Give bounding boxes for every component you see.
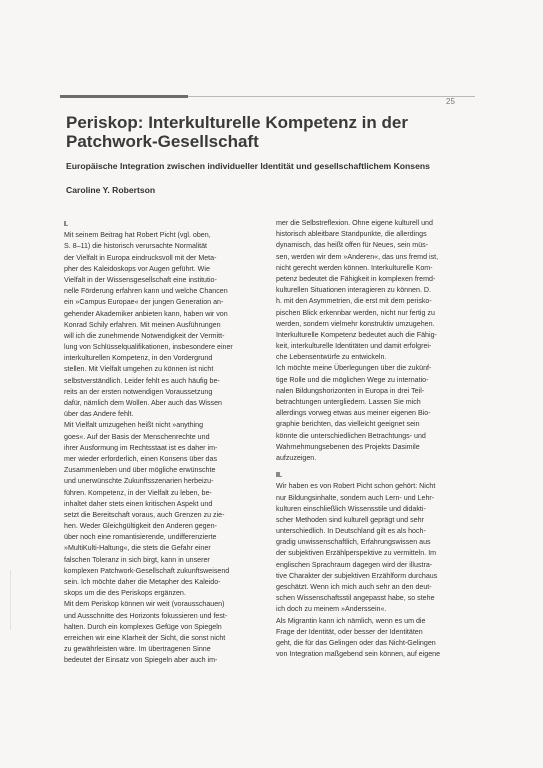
text-line: bedeutet der Einsatz von Spiegeln aber auch im- [64,656,218,665]
text-column-right [276,218,478,660]
text-line: setzt die Bereitschaft voraus, auch Grenzen zu zie- [64,510,225,519]
text-line: dafür, nämlich dem Wollen. Aber auch das Wissen [64,399,222,407]
text-line: aufzuzeigen. [276,453,317,462]
title-line: Periskop: Interkulturelle Kompetenz in der [66,113,408,132]
page-number: 25 [446,97,455,106]
text-line: hen. Weder Gleichgültigkeit den Anderen gegen- [64,522,217,531]
text-line: pischen Blick erkennbar werden, nicht nur fertig zu [276,308,435,317]
article-title [66,113,466,151]
text-line: unterschiedlich. In Deutschland gilt es als hoch- [276,527,426,536]
text-line: ich doch zu meinem »Anderssein«. [276,605,387,614]
section-heading: II. [276,471,282,480]
text-line: interkulturellen Kompetenz, in den Vordergrund [64,354,213,363]
text-line: scher Methoden sind kulturell geprägt und sehr [276,515,424,524]
text-line: che Lebensentwürfe zu entwickeln. [276,353,387,362]
text-line: zu gewährleisten wäre. Im übertragenen Sinne [64,645,211,654]
text-line: der Vielfalt in Europa eindrucksvoll mit der Meta- [64,253,217,262]
text-line: Mit dem Periskop können wir weit (vorausschauen) [64,600,225,609]
text-line: falschen Toleranz in sich birgt, kann in unserer [64,555,210,564]
text-line: nelle Förderung erfahren kann und welche Chancen [64,287,228,296]
text-line: führen. Kompetenz, in der Vielfalt zu leben, be- [64,488,212,497]
author-name: Caroline Y. Robertson [66,185,156,195]
text-line: kulturen einschließlich Wissensstile und didakti- [276,504,426,513]
text-line: über noch eine romantisierende, undifferenzierte [64,533,217,542]
text-line: Wir haben es von Robert Picht schon gehört: Nicht [276,482,436,491]
text-line: Frage der Identität, oder besser der Identitäten [276,627,423,636]
text-line: goes«. Auf der Basis der Menschenrechte und [64,432,210,441]
text-line: pher des Kaleidoskops vor Augen geführt. Wie [64,264,210,273]
text-line: schen Wissenschaftsstil angepasst habe, so stehe [276,594,435,603]
text-line: h. mit den Asymmetrien, die erst mit dem perisko- [276,297,432,306]
text-line: »MultiKulti-Haltung«, die stets die Gefahr einer [64,544,211,553]
text-line: keit, interkulturelle Identitäten und damit erfolgrei- [276,342,432,351]
text-line: über das Andere fehlt. [64,410,134,419]
text-line: betrachtungen untergliedern. Lassen Sie mich [276,398,421,406]
text-line: sein. Ich möchte daher die Metapher des Kaleido- [64,578,221,586]
text-line: reits an der ersten notwendigen Voraussetzung [64,387,213,396]
scan-edge-mark [10,570,11,630]
text-line: skops um die des Periskops ergänzen. [64,589,186,598]
text-line: werden, sondern vielmehr konstruktiv umzugehen. [276,319,435,328]
text-line: tive Charakter der subjektiven Erzählform durchaus [276,571,438,580]
text-line: Vielfalt in der Wissensgesellschaft eine institutio- [64,275,217,284]
text-line: englischen Sprachraum dagegen wird der illustra- [276,560,433,569]
text-line: mer die Selbstreflexion. Ohne eigene kulturell und [276,219,433,227]
text-line: halten. Durch ein komplexes Gefüge von Spiegeln [64,622,222,631]
text-line: nur Bildungsinhalte, sondern auch Lern- und Lehr- [276,493,435,502]
text-line: tige Rolle und die möglichen Wege zu internatio- [276,375,429,384]
text-line: der subjektiven Erzählperspektive zu vermitteln. Im [276,549,437,558]
text-line: Mit Vielfalt umzugehen heißt nicht »anything [64,421,204,430]
text-line: Wahrnehmungsebenen des Projekts Dasimile [276,442,420,451]
section-heading: I. [64,220,68,228]
text-line: nalen Bildungshorizonten in Europa in drei Teil- [276,386,425,395]
text-line: selbstverständlich. Leider fehlt es auch häufig be- [64,376,220,385]
text-line: erreichen wir eine Klarheit der Sicht, die sonst nicht [64,633,226,642]
text-line: inhaltet daher stets einen kritischen Aspekt und [64,499,213,508]
text-line: geschätzt. Wenn ich mich auch sehr an den deut- [276,583,432,591]
header-rule-accent [60,95,188,98]
text-line: Zusammenleben und über mögliche erwünschte [64,466,216,475]
text-line: ihrer Ausformung im Rechtsstaat ist es daher im- [64,443,218,452]
text-line: Interkulturelle Kompetenz bedeutet auch die Fähig- [276,330,437,339]
text-line: Mit seinem Beitrag hat Robert Picht (vgl. oben, [64,231,211,240]
text-line: könnte die unterschiedlichen Betrachtungs- und [276,431,426,440]
text-line: von Integration maßgebend sein können, auf eigene [276,650,441,659]
text-line: lung von Schlüsselqualifikationen, insbesondere einer [64,343,233,352]
text-line: nicht gerecht werden können. Interkulturelle Kom- [276,263,433,272]
text-line: und Ausschnitte des Horizonts fokussieren und fest- [64,611,228,620]
text-line: und unerwünschte Zukunftsszenarien herbeizu- [64,477,214,486]
text-line: komplexen Patchwork-Gesellschaft zukunftsweisend [64,566,230,575]
text-line: kulturellen Situationen interagieren zu können. D. [276,286,431,295]
title-line: Patchwork-Gesellschaft [66,132,259,151]
text-line: dynamisch, das heißt offen für Neues, sein müs- [276,241,429,250]
text-line: Konrad Schily erfahren. Mit meinen Ausführungen [64,320,221,329]
text-line: will ich die zunehmende Notwendigkeit der Vermitt- [64,331,225,340]
article-subtitle: Europäische Integration zwischen individueller Identität und gesellschaftlichem Konsens [66,161,430,171]
text-line: S. 8–11) die historisch verursachte Normalität [64,242,207,251]
text-line: Als Migrantin kann ich nämlich, wenn es um die [276,616,426,625]
text-line: mer wieder erforderlich, einen Konsens über das [64,454,217,463]
text-line: ein »Campus Europae« der jungen Generation an- [64,298,224,307]
text-line: petenz bedeutet die Fähigkeit in komplexen fremd- [276,274,436,283]
text-line: gehender Akademiker anbieten kann, haben wir von [64,309,228,318]
text-line: stellen. Mit Vielfalt umgehen zu können ist nicht [64,365,214,374]
text-line: Ich möchte meine Überlegungen über die zukünf- [276,364,432,373]
text-line: geht, die für das Gelingen oder das Nicht-Gelingen [276,638,436,647]
text-line: historisch ableitbare Standpunkte, die allerdings [276,230,427,239]
text-line: graphie berichten, das vielleicht geeignet sein [276,420,420,429]
text-line: gradig unwissenschaftlich, Erfahrungswissen aus [276,538,431,547]
text-line: allerdings vorweg etwas aus meiner eigenen Bio- [276,409,431,418]
text-line: sen, werden wir dem »Anderen«, das uns fremd ist, [276,252,439,261]
text-column-left [64,219,278,667]
